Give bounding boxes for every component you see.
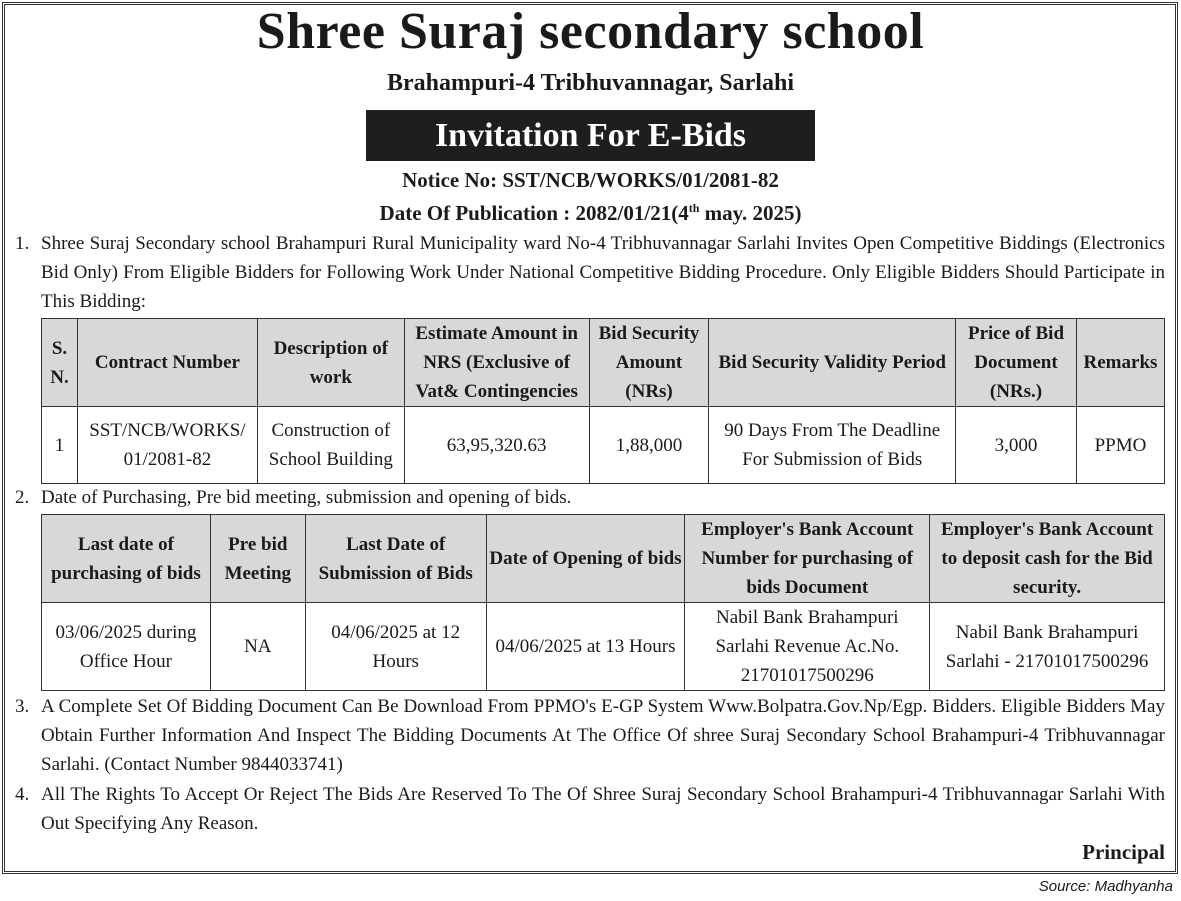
- header-purchase-account: Employer's Bank Account Number for purchasing of bids Document: [685, 515, 930, 603]
- cell-bid-security-amount: 1,88,000: [589, 407, 709, 484]
- publication-date-sup: th: [688, 201, 700, 215]
- header-bid-security-amount: Bid Security Amount (NRs): [589, 319, 709, 407]
- contract-table: [41, 318, 1165, 484]
- cell-contract-number: SST/NCB/WORKS/ 01/2081-82: [77, 407, 257, 484]
- cell-purchase-account: Nabil Bank Brahampuri Sarlahi Revenue Ac.No. 21701017500296: [685, 603, 930, 691]
- signature-principal: Principal: [1082, 840, 1165, 864]
- cell-submission-date: 04/06/2025 at 12 Hours: [305, 603, 486, 691]
- paragraph-2: [15, 483, 1165, 512]
- header-remarks: Remarks: [1076, 319, 1164, 407]
- table-header-row: [42, 515, 1165, 603]
- cell-remarks: PPMO: [1076, 407, 1164, 484]
- paragraph-3: [15, 692, 1165, 779]
- invitation-banner: Invitation For E-Bids: [366, 110, 815, 161]
- cell-pre-bid-meeting: NA: [210, 603, 305, 691]
- cell-security-account: Nabil Bank Brahampuri Sarlahi - 21701017500296: [930, 603, 1165, 691]
- header-description: Description of work: [257, 319, 404, 407]
- paragraph-text: All The Rights To Accept Or Reject The Bids Are Reserved To The Of Shree Suraj Secondary School Brahampuri-4 Tribhuvannagar Sarlahi With Out Specifying Any Reason.: [41, 784, 1165, 834]
- header-estimate-amount: Estimate Amount in NRS (Exclusive of Vat& Contingencies: [404, 319, 589, 407]
- paragraph-4: [15, 780, 1165, 838]
- publication-date: [0, 201, 1181, 226]
- source-credit: Source: Madhyanha: [1038, 878, 1173, 895]
- publication-date-text: Date Of Publication : 2082/01/21(4: [379, 201, 689, 225]
- cell-last-purchase-date: 03/06/2025 during Office Hour: [42, 603, 211, 691]
- header-security-account: Employer's Bank Account to deposit cash for the Bid security.: [930, 515, 1165, 603]
- cell-bid-document-price: 3,000: [956, 407, 1077, 484]
- schedule-table: [41, 514, 1165, 691]
- table-row: [42, 603, 1165, 691]
- paragraph-number: 2.: [15, 487, 30, 508]
- notice-number: Notice No: SST/NCB/WORKS/01/2081-82: [402, 168, 779, 192]
- publication-date-suffix: may. 2025): [699, 201, 802, 225]
- paragraph-number: 4.: [15, 784, 30, 805]
- header-contract-number: Contract Number: [77, 319, 257, 407]
- cell-estimate-amount: 63,95,320.63: [404, 407, 589, 484]
- cell-description: Construction of School Building: [257, 407, 404, 484]
- cell-validity-period: 90 Days From The Deadline For Submission of Bids: [709, 407, 956, 484]
- paragraph-text: Date of Purchasing, Pre bid meeting, submission and opening of bids.: [41, 487, 572, 508]
- header-pre-bid-meeting: Pre bid Meeting: [210, 515, 305, 603]
- paragraph-number: 1.: [15, 233, 30, 254]
- paragraph-number: 3.: [15, 696, 30, 717]
- school-name: Shree Suraj secondary school: [256, 3, 925, 60]
- paragraph-1: [15, 229, 1165, 316]
- header-submission-date: Last Date of Submission of Bids: [305, 515, 486, 603]
- table-row: [42, 407, 1165, 484]
- header-validity-period: Bid Security Validity Period: [709, 319, 956, 407]
- header-last-purchase-date: Last date of purchasing of bids: [42, 515, 211, 603]
- header-opening-date: Date of Opening of bids: [486, 515, 685, 603]
- cell-sn: 1: [42, 407, 78, 484]
- table-header-row: [42, 319, 1165, 407]
- paragraph-text: A Complete Set Of Bidding Document Can Be Download From PPMO's E-GP System Www.Bolpatra.Gov.Np/Egp. Bidders. Eligible Bidders May Obtain Further Information And Inspect The Bidding Documents At The Office Of shree Suraj Secondary School Brahampuri-4 Tribhuvannagar Sarlahi. (Contact Number 9844033741): [41, 696, 1165, 775]
- paragraph-text: Shree Suraj Secondary school Brahampuri Rural Municipality ward No-4 Tribhuvannagar Sarlahi Invites Open Competitive Biddings (Electronics Bid Only) From Eligible Bidders for Following Work Under National Competitive Bidding Procedure. Only Eligible Bidders Should Participate in This Bidding:: [41, 233, 1165, 312]
- header-sn: S. N.: [42, 319, 78, 407]
- header-bid-document-price: Price of Bid Document (NRs.): [956, 319, 1077, 407]
- school-address: Brahampuri-4 Tribhuvannagar, Sarlahi: [387, 70, 794, 96]
- cell-opening-date: 04/06/2025 at 13 Hours: [486, 603, 685, 691]
